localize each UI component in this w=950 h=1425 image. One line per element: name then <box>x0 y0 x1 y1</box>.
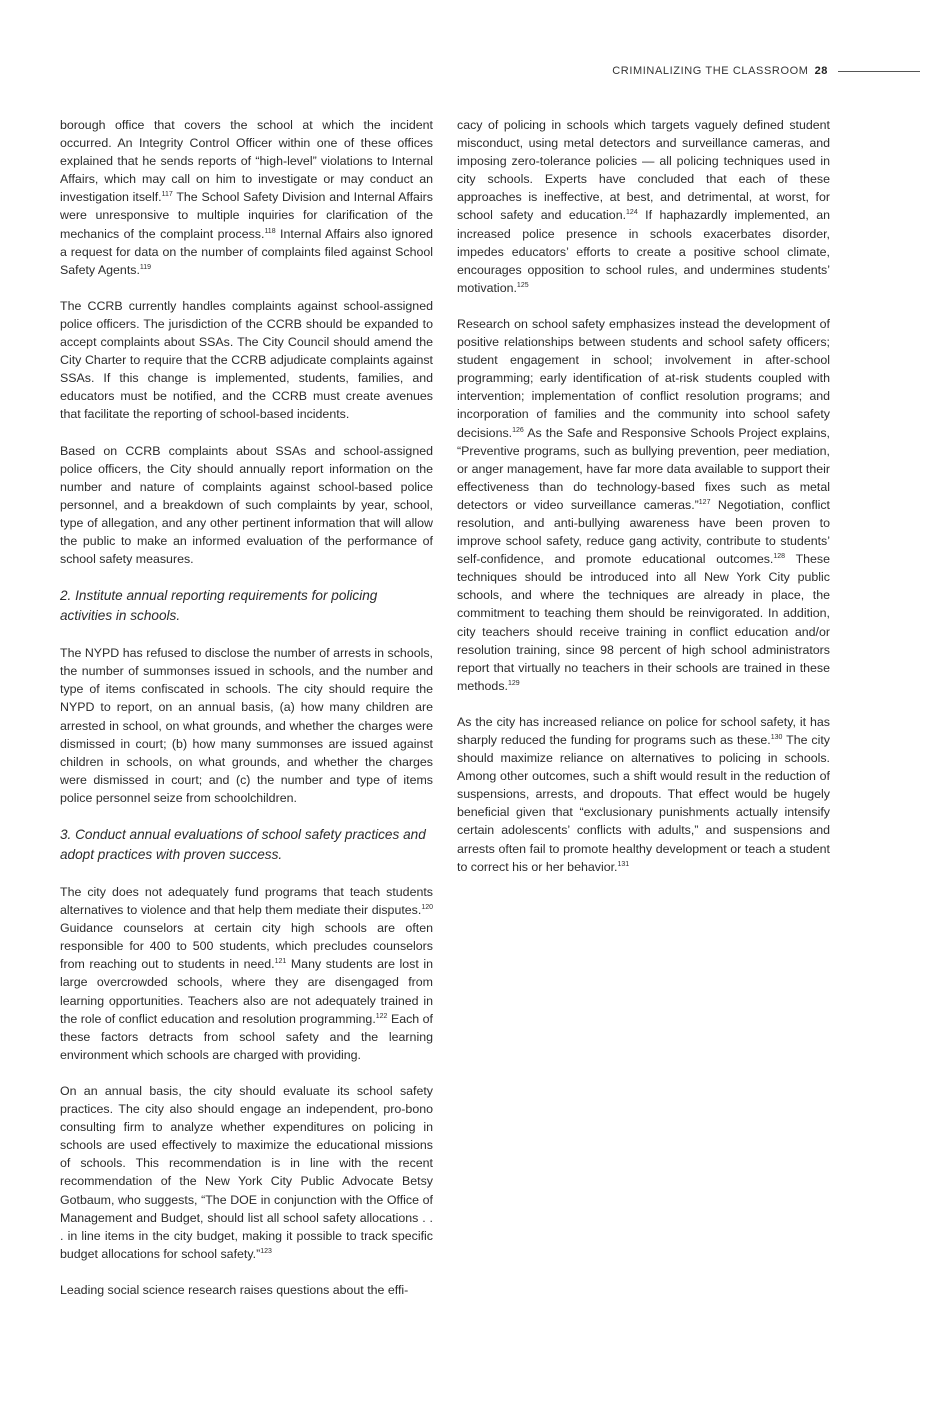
text-run: The city does not adequately fund programs that teach students alternatives to violence and that help them mediate their disputes. <box>60 885 433 918</box>
footnote-ref: 131 <box>617 860 630 868</box>
text-run: The CCRB currently handles complaints against school-assigned police officers. The jurisdiction of the CCRB should be expanded to accept complaints about SSAs. The City Council should amend the City Charter to require that the CCRB adjudicate complaints against SSAs. If this change is implemented, students, families, and educators must be notified, and the CCRB must create avenues that facilitate the reporting of school-based incidents. <box>60 298 433 422</box>
running-header <box>612 63 920 79</box>
header-rule <box>838 71 920 72</box>
body-paragraph <box>60 1082 433 1263</box>
text-run: The School Safety Division and Internal Affairs were unresponsive to multiple inquiries for clarification of the mechanics of the complaint process. <box>60 190 433 241</box>
footnote-ref: 122 <box>375 1012 388 1020</box>
footnote-ref: 125 <box>516 281 529 289</box>
text-run: As the city has increased reliance on police for school safety, it has sharply reduced the funding for programs such as these. <box>457 714 830 747</box>
text-run: Internal Affairs also ignored a request for data on the number of complaints filed against School Safety Agents. <box>60 226 433 277</box>
text-run: borough office that covers the school at which the incident occurred. An Integrity Control Officer within one of these offices explained that he sends reports of “high-level” violations to Internal Affairs, which may call on him to investigate or may conduct an investigation itself. <box>60 118 433 205</box>
text-run: cacy of policing in schools which targets vaguely defined student misconduct, using metal detectors and surveillance cameras, and imposing zero-tolerance policies — all policing techniques used in city schools. Experts have concluded that each of these approaches is ineffective, at best, and detrimental, at worst, for school safety and education. <box>457 118 830 223</box>
body-paragraph <box>457 315 830 695</box>
section-heading <box>60 586 433 626</box>
text-run: Each of these factors detracts from school safety and the learning environment which schools are charged with providing. <box>60 1011 434 1062</box>
text-run: Guidance counselors at certain city high schools are often responsible for 400 to 500 students, which precludes counselors from reaching out to students in need. <box>60 921 433 972</box>
left-text-column <box>60 116 433 1317</box>
footnote-ref: 123 <box>260 1247 272 1255</box>
footnote-ref: 129 <box>507 679 520 687</box>
body-paragraph <box>60 1281 433 1299</box>
footnote-ref: 120 <box>421 904 433 912</box>
footnote-ref: 118 <box>264 227 276 235</box>
text-run: 3. Conduct annual evaluations of school safety practices and adopt practices with proven success. <box>60 827 426 862</box>
section-heading <box>60 825 433 865</box>
footnote-ref: 128 <box>773 553 786 561</box>
text-run: Research on school safety emphasizes instead the development of positive relationships between students and school safety officers; student engagement in school; involvement in after-school programming; early identification of at-risk students coupled with intervention; implementation of conflict resolution programs; and incorporation of families and the community into school safety decisions. <box>457 316 830 440</box>
text-run: If haphazardly implemented, an increased police presence in schools exacerbates disorder, impedes educators’ efforts to create a positive school climate, encourages opposition to school rules, and undermines students’ motivation. <box>457 208 830 295</box>
page-number: 28 <box>814 65 828 77</box>
text-run: The NYPD has refused to disclose the number of arrests in schools, the number of summonses issued in schools, and the number and type of items confiscated in schools. The city should require the NYPD to report, on an annual basis, (a) how many children are arrested in school, on what grounds, and whether the charges were dismissed in court; (b) how many summonses are issued against children in schools, on what grounds, and whether the charges were dismissed in court; and (c) the number and type of items police personnel seize from schoolchildren. <box>60 646 433 805</box>
footnote-ref: 130 <box>770 734 783 741</box>
text-run: 2. Institute annual reporting requirements for policing activities in schools. <box>60 588 378 624</box>
body-paragraph <box>457 116 830 297</box>
footnote-ref: 124 <box>626 209 638 217</box>
body-paragraph <box>60 297 433 424</box>
right-text-column <box>457 116 830 894</box>
body-paragraph <box>60 644 433 807</box>
footnote-ref: 127 <box>698 498 711 506</box>
body-paragraph <box>457 713 830 876</box>
text-run: Many students are lost in large overcrowded schools, where they are disengaged from learning opportunities. Teachers also are not adequately trained in the role of conflict education and resolution programming. <box>60 957 434 1026</box>
running-title: CRIMINALIZING THE CLASSROOM <box>612 65 809 77</box>
text-run: Based on CCRB complaints about SSAs and school-assigned police officers, the City should annually report information on the number and nature of complaints against school-based police personnel, and a breakdown of such complaints by year, school, type of allegation, and any other pertinent information that will allow the public to make an informed evaluation of the performance of school safety measures. <box>60 443 433 567</box>
text-run: The city should maximize reliance on alternatives to policing in schools. Among other outcomes, such a shift would result in the reduction of suspensions, arrests, and dropouts. That effect would be hugely beneficial given that “exclusionary punishments actually intensify certain adolescents’ conflicts with adults,” and suspensions and arrests often fail to promote healthy development or teach a student to correct his or her behavior. <box>457 733 830 874</box>
body-paragraph <box>60 116 433 279</box>
footnote-ref: 126 <box>512 426 524 434</box>
footnote-ref: 119 <box>139 263 152 271</box>
footnote-ref: 121 <box>274 958 287 966</box>
body-paragraph <box>60 442 433 569</box>
text-run: These techniques should be introduced into all New York City public schools, and where the techniques are already in place, the commitment to teaching them should be reinvigorated. In addition, city teachers should receive training in conflict education and/or resolution training, since 98 percent of high school administrators report that virtually no teachers in their schools are trained in these methods. <box>457 552 831 693</box>
text-run: As the Safe and Responsive Schools Project explains, “Preventive programs, such as bullying prevention, peer mediation, or anger management, have far more data available to support their effectiveness than do technology-based fixes such as metal detectors or video surveillance cameras.” <box>457 425 830 512</box>
body-paragraph <box>60 883 433 1064</box>
text-run: Negotiation, conflict resolution, and anti-bullying awareness have been proven to improve school safety, reduce gang activity, contribute to students’ self-confidence, and promote educational outcomes. <box>457 497 830 567</box>
text-run: Leading social science research raises questions about the effi- <box>60 1282 409 1297</box>
text-run: On an annual basis, the city should evaluate its school safety practices. The city also should engage an independent, pro-bono consulting firm to analyze whether expenditures on policing in schools are used effectively to maximize the educational missions of schools. This recommendation is in line with the recent recommendation of the New York City Public Advocate Betsy Gotbaum, who suggests, “The DOE in conjunction with the Office of Management and Budget, should list all school safety allocations . . . in line items in the city budget, making it possible to track specific budget allocations for school safety.” <box>60 1083 433 1261</box>
footnote-ref: 117 <box>161 191 173 199</box>
